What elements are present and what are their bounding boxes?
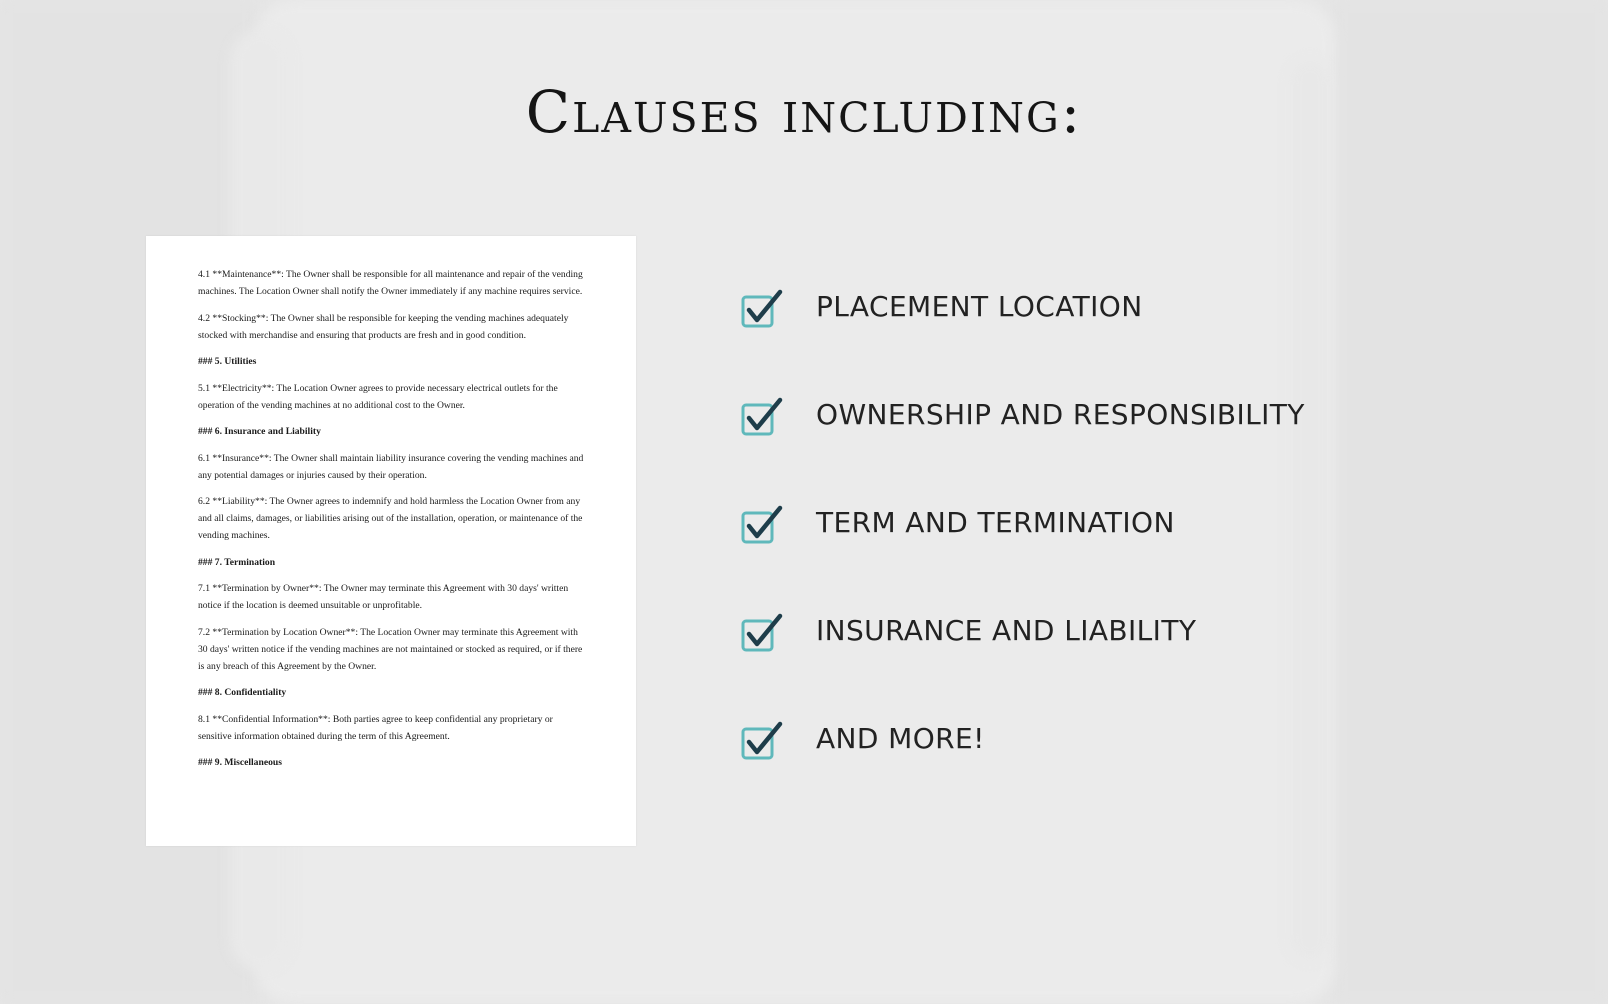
checklist-item [738,606,1578,714]
checklist-item-label: AND MORE! [816,722,985,755]
document-section-heading: ### 5. Utilities [198,356,257,367]
document-paragraph: 4.1 **Maintenance**: The Owner shall be responsible for all maintenance and repair of the vending machines. The Location Owner shall notify the Owner immediately if any machine requires service. [198,269,583,297]
document-section-heading: ### 9. Miscellaneous [198,757,282,768]
clause-checklist [738,282,1578,822]
checkbox-checked-icon [740,720,784,764]
document-paragraph: 7.2 **Termination by Location Owner**: The Location Owner may terminate this Agreement with 30 days' written notice if the vending machines are not maintained or stocked as required, or if there is any breach of this Agreement by the Owner. [198,626,583,672]
document-paragraph: 6.2 **Liability**: The Owner agrees to indemnify and hold harmless the Location Owner from any and all claims, damages, or liabilities arising out of the installation, operation, or maintenance of the vending machines. [198,496,583,541]
checklist-item-label: PLACEMENT LOCATION [816,290,1143,323]
document-body [198,266,588,781]
document-paragraph: 7.1 **Termination by Owner**: The Owner may terminate this Agreement with 30 days' written notice if the location is deemed unsuitable or unprofitable. [198,583,569,611]
document-section-heading: ### 6. Insurance and Liability [198,426,321,437]
document-paragraph: 5.1 **Electricity**: The Location Owner agrees to provide necessary electrical outlets for the operation of the vending machines at no additional cost to the Owner. [198,382,558,411]
checklist-item [738,714,1578,822]
checkbox-checked-icon [740,504,784,548]
document-paragraph: 6.1 **Insurance**: The Owner shall maintain liability insurance covering the vending machines and any potential damages or injuries caused by their operation. [198,452,584,481]
checkbox-checked-icon [740,396,784,440]
document-section-heading: ### 8. Confidentiality [198,687,287,698]
document-preview [146,236,636,846]
checklist-item [738,282,1578,390]
checklist-item [738,390,1578,498]
document-section-heading: ### 7. Termination [198,556,276,568]
checklist-item [738,498,1578,606]
checklist-item-label: TERM AND TERMINATION [816,506,1175,539]
checklist-item-label: OWNERSHIP AND RESPONSIBILITY [816,398,1305,431]
document-paragraph: 8.1 **Confidential Information**: Both parties agree to keep confidential any proprietary or sensitive information obtained during the term of this Agreement. [198,713,553,742]
checkbox-checked-icon [740,288,784,332]
checklist-item-label: INSURANCE AND LIABILITY [816,614,1197,647]
checkbox-checked-icon [740,612,784,656]
document-paragraph: 4.2 **Stocking**: The Owner shall be responsible for keeping the vending machines adequately stocked with merchandise and ensuring that products are fresh and in good condition. [198,312,569,341]
page-title: Clauses including: [525,78,1083,146]
